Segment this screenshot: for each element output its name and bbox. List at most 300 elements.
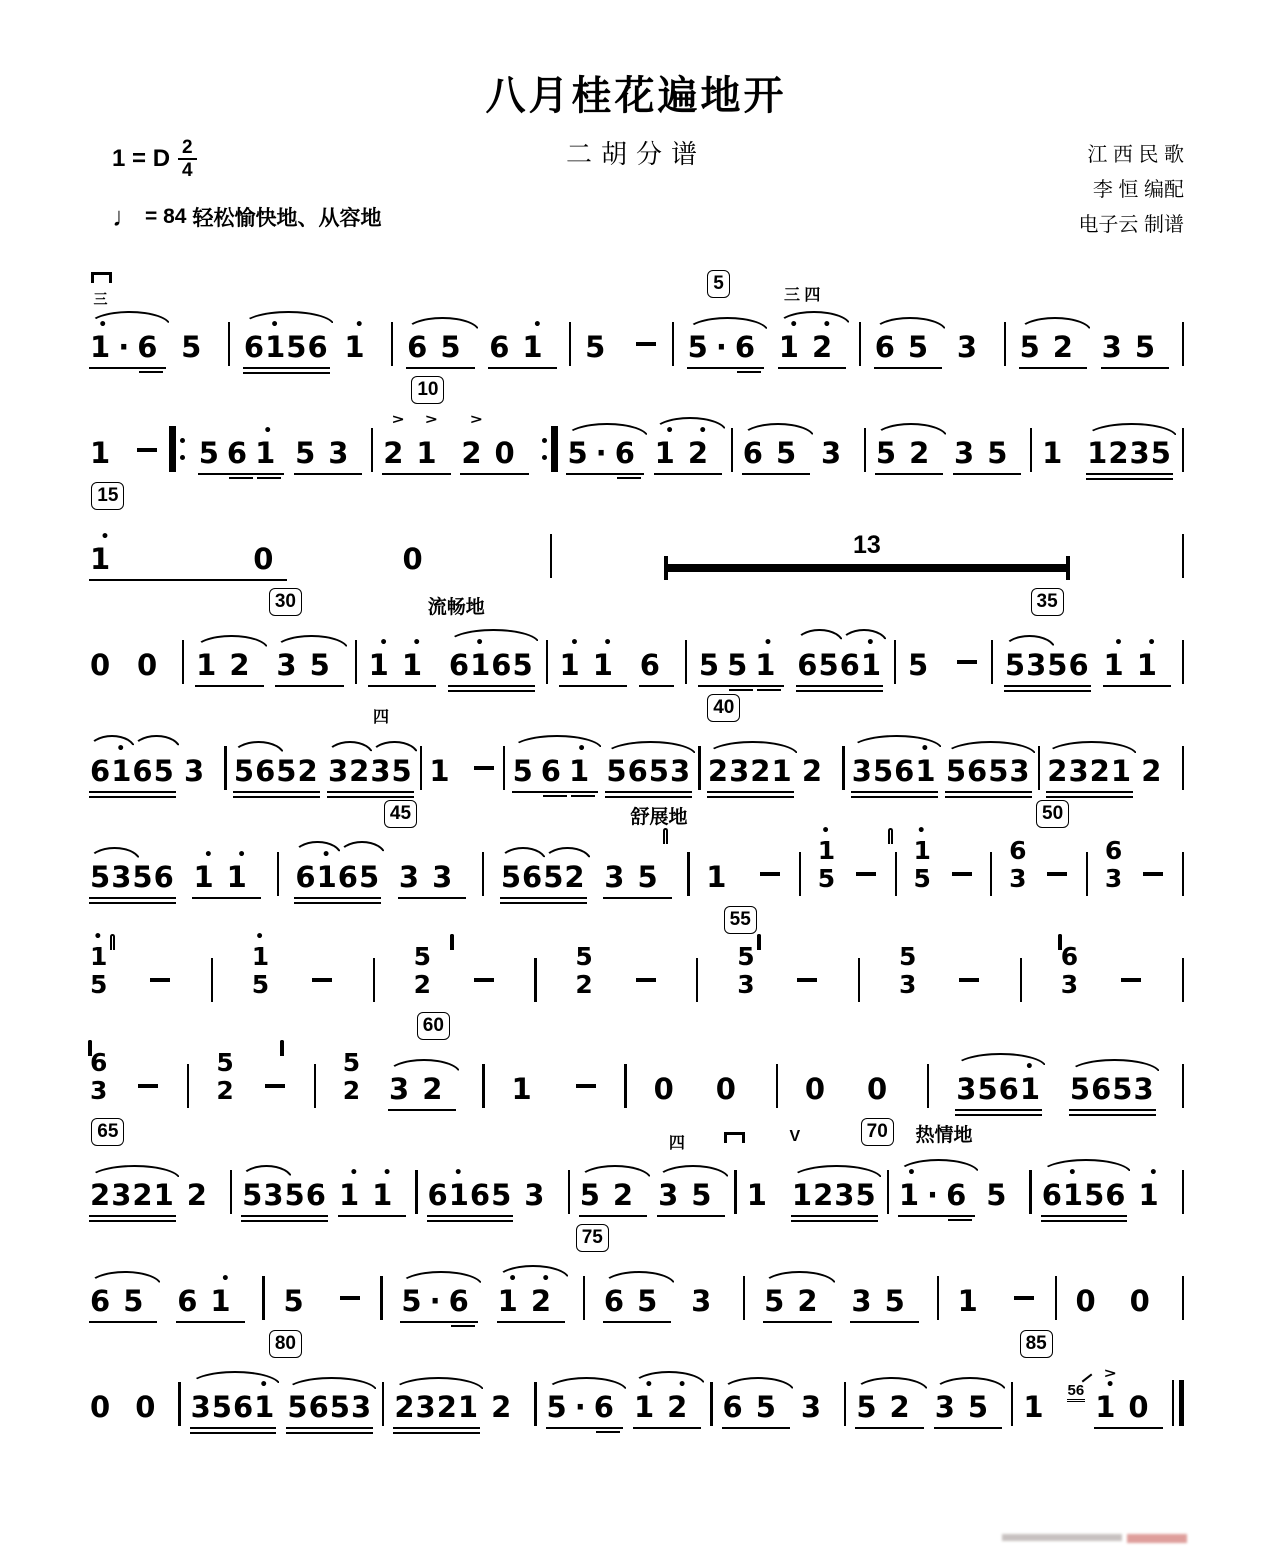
barline bbox=[687, 852, 689, 896]
note-digit: 2 • bbox=[530, 1270, 564, 1318]
note-digit: 3 bbox=[691, 1283, 725, 1318]
score-mark bbox=[784, 282, 820, 305]
slur-arc bbox=[88, 1271, 162, 1286]
note-group bbox=[874, 437, 944, 482]
note-digit: 6 bbox=[255, 753, 277, 788]
octave-dot: • bbox=[789, 316, 799, 333]
octave-dot: • bbox=[321, 846, 331, 863]
note-digit: 6 bbox=[722, 1389, 756, 1424]
beam-underline bbox=[286, 1432, 373, 1434]
note-digit: 5 bbox=[875, 435, 910, 470]
barline-thick bbox=[1179, 1380, 1184, 1426]
barline-thin bbox=[1172, 1380, 1174, 1426]
score-mark bbox=[91, 1118, 124, 1146]
note-digit: 5 bbox=[1150, 435, 1172, 470]
note-digit: 6 bbox=[797, 647, 819, 682]
barline bbox=[1182, 958, 1184, 1002]
octave-dot: • bbox=[98, 316, 108, 333]
double-stop-chord bbox=[911, 823, 932, 906]
slur-arc bbox=[285, 1377, 378, 1392]
barline bbox=[371, 428, 373, 472]
note-digit: 6 bbox=[337, 859, 359, 894]
beam-underline bbox=[698, 685, 785, 687]
page-title: 八月桂花遍地开 bbox=[485, 74, 787, 118]
note-digit: 5 bbox=[818, 647, 840, 682]
note-group bbox=[1021, 1391, 1058, 1436]
tie-arc bbox=[663, 828, 667, 844]
note-digit: 1 • bbox=[470, 634, 492, 682]
note-digit: · bbox=[574, 1389, 594, 1424]
repeat-dots bbox=[542, 426, 547, 472]
octave-dot: • bbox=[603, 634, 613, 651]
barline bbox=[859, 322, 861, 366]
barline bbox=[624, 1064, 626, 1108]
barline bbox=[1030, 428, 1032, 472]
note-digit: 3 bbox=[1101, 329, 1135, 364]
multi-measure-rest bbox=[664, 531, 1070, 588]
note-digit: 2 bbox=[297, 753, 319, 788]
accent-mark: > bbox=[1103, 1364, 1117, 1381]
chord-top-note: 1 • bbox=[90, 929, 108, 971]
note-digit: 2 bbox=[750, 753, 772, 788]
beam-underline bbox=[243, 372, 330, 374]
note-group bbox=[496, 1270, 566, 1330]
beam-underline bbox=[195, 685, 263, 687]
barline bbox=[1182, 640, 1184, 684]
note-digit: · bbox=[595, 435, 615, 470]
beam-underline bbox=[400, 1321, 477, 1323]
slur-arc bbox=[706, 741, 799, 756]
score-mark bbox=[91, 482, 124, 510]
note-digit: 5 bbox=[988, 753, 1010, 788]
note-digit: 5 bbox=[276, 753, 298, 788]
note-group bbox=[427, 755, 464, 800]
score-mark bbox=[888, 828, 892, 844]
note-group bbox=[426, 1164, 515, 1224]
beam-underline bbox=[233, 796, 320, 798]
barline bbox=[776, 1064, 778, 1108]
octave-dot: • bbox=[821, 823, 831, 839]
note-digit: 5 bbox=[1019, 329, 1053, 364]
note-digit: 6 bbox=[998, 1071, 1020, 1106]
note-digit: 1 • bbox=[316, 846, 338, 894]
note-digit: 6 bbox=[153, 859, 175, 894]
barline bbox=[482, 1064, 484, 1108]
note-group bbox=[1043, 861, 1071, 906]
beam-underline bbox=[497, 1321, 565, 1323]
note-digit: 2 bbox=[1089, 753, 1111, 788]
repeat-dot bbox=[542, 438, 547, 443]
note-group bbox=[954, 1058, 1043, 1118]
note-digit: 1 • bbox=[193, 846, 227, 894]
note-digit: 5 bbox=[329, 1389, 351, 1424]
note-digit: 6 bbox=[448, 1283, 477, 1318]
beam-underline bbox=[406, 367, 474, 369]
note-group bbox=[1074, 1285, 1111, 1330]
note-group bbox=[487, 316, 557, 376]
beam-underline bbox=[934, 1427, 1002, 1429]
barline bbox=[534, 958, 536, 1002]
dash-continuation bbox=[150, 978, 170, 982]
note-group bbox=[955, 331, 992, 376]
note-group bbox=[762, 1285, 832, 1330]
slur-arc bbox=[1068, 1059, 1161, 1074]
note-digit: 1 • bbox=[90, 528, 124, 576]
beam-underline bbox=[448, 685, 535, 687]
note-digit: 1 bbox=[1110, 753, 1133, 788]
note-group bbox=[522, 1179, 559, 1224]
note-digit: 6 bbox=[489, 329, 523, 364]
note-digit: 1 • bbox=[755, 634, 784, 682]
note-group bbox=[194, 649, 264, 694]
beam-underline bbox=[460, 473, 528, 475]
note-digit: 5 bbox=[967, 1389, 1002, 1424]
note-group bbox=[800, 755, 837, 800]
beam-underline bbox=[796, 690, 883, 692]
slur-arc bbox=[387, 1059, 461, 1074]
note-digit: 3 bbox=[327, 753, 350, 788]
note-group-held bbox=[88, 528, 288, 588]
accent-mark: > bbox=[391, 410, 405, 427]
note-digit: 5 bbox=[283, 1283, 317, 1318]
dash-continuation bbox=[1047, 872, 1067, 876]
barline bbox=[569, 322, 571, 366]
note-group bbox=[293, 846, 382, 906]
note-digit: 5 bbox=[727, 647, 756, 682]
score-mark bbox=[411, 376, 444, 404]
slur-arc bbox=[447, 629, 540, 644]
note-digit: 6 bbox=[132, 753, 154, 788]
slur-arc bbox=[496, 1265, 570, 1280]
note-digit: 5 bbox=[512, 647, 534, 682]
system-1 bbox=[88, 270, 1184, 376]
system-11 bbox=[88, 1330, 1184, 1436]
expression-annotation: 流畅地 bbox=[427, 597, 485, 618]
dash-continuation bbox=[265, 1084, 285, 1088]
octave-dot: • bbox=[255, 929, 265, 945]
note-digit: 0 bbox=[1128, 1389, 1162, 1424]
note-digit: 5 bbox=[284, 1177, 306, 1212]
note-digit: 3 bbox=[851, 753, 873, 788]
note-digit: 3 bbox=[820, 435, 855, 470]
slur-arc bbox=[632, 1371, 706, 1386]
slur-arc bbox=[1040, 1159, 1133, 1174]
barline bbox=[743, 1276, 745, 1320]
octave-dot: • bbox=[677, 1376, 687, 1393]
system-9 bbox=[88, 1118, 1184, 1224]
key-signature bbox=[112, 138, 381, 180]
chord-top-note: 5 bbox=[413, 942, 431, 971]
note-group bbox=[572, 1073, 600, 1118]
slur-arc bbox=[232, 741, 285, 756]
beam-underline bbox=[1041, 1215, 1128, 1217]
slur-arc bbox=[511, 735, 604, 750]
beam-underline bbox=[1004, 690, 1091, 692]
beam-underline bbox=[198, 473, 285, 475]
note-group bbox=[232, 755, 321, 800]
note-digit: 5 bbox=[132, 859, 154, 894]
note-digit: 6 bbox=[137, 329, 166, 364]
beam-underline bbox=[1046, 796, 1133, 798]
beam-underline bbox=[427, 1220, 514, 1222]
note-digit: 5 bbox=[1069, 1071, 1092, 1106]
note-group bbox=[704, 861, 741, 906]
note-digit: 3 bbox=[1068, 753, 1090, 788]
rest-beam bbox=[664, 564, 1070, 572]
measure-number: 10 bbox=[411, 376, 444, 404]
score-mark bbox=[93, 289, 107, 309]
note-group bbox=[1085, 437, 1174, 482]
octave-dot: • bbox=[412, 634, 422, 651]
chord-bottom-note: 3 bbox=[898, 969, 917, 999]
slur-arc bbox=[741, 423, 815, 438]
barline-thin bbox=[174, 426, 176, 472]
note-digit: 5 bbox=[211, 1389, 233, 1424]
slur-arc bbox=[850, 735, 943, 750]
note-digit: 3 bbox=[398, 859, 433, 894]
note-digit: 5 bbox=[546, 1389, 575, 1424]
beam-underline bbox=[368, 685, 436, 687]
note-group bbox=[1100, 331, 1170, 376]
score-header bbox=[0, 0, 1272, 264]
beam-underline bbox=[89, 796, 176, 798]
note-digit: 5 bbox=[286, 329, 308, 364]
note-digit: 3 bbox=[1133, 1071, 1155, 1106]
note-digit: 0 bbox=[253, 541, 287, 576]
note-digit: 5 bbox=[687, 329, 716, 364]
beam-underline bbox=[241, 1220, 328, 1222]
note-digit: · bbox=[429, 1283, 449, 1318]
beam-underline bbox=[633, 1427, 701, 1429]
beam-underline bbox=[89, 902, 176, 904]
slur-arc bbox=[854, 1377, 928, 1392]
slur-arc bbox=[189, 1371, 282, 1386]
note-digit: 6 bbox=[305, 1177, 327, 1212]
note-digit: 3 bbox=[934, 1389, 968, 1424]
barline bbox=[842, 746, 844, 790]
beam-underline bbox=[1069, 1114, 1156, 1116]
note-group bbox=[852, 861, 880, 906]
note-digit: 6 bbox=[734, 329, 764, 364]
note-digit: 2 bbox=[394, 1389, 416, 1424]
note-digit: 1 • bbox=[210, 1270, 244, 1318]
note-digit: 0 bbox=[137, 647, 171, 682]
octave-dot: • bbox=[379, 634, 389, 651]
note-digit: 2 bbox=[349, 753, 371, 788]
note-group bbox=[1128, 1285, 1165, 1330]
slur-arc bbox=[874, 423, 948, 438]
dash-continuation bbox=[952, 872, 972, 876]
barline bbox=[858, 958, 860, 1002]
note-group bbox=[944, 755, 1033, 800]
key-label: 1 = D bbox=[112, 145, 171, 172]
octave-dot: • bbox=[203, 846, 213, 863]
beam-underline bbox=[89, 367, 166, 369]
chord-top-note: 6 bbox=[90, 1048, 108, 1077]
beam-underline bbox=[605, 791, 692, 793]
note-group bbox=[175, 1270, 245, 1330]
tie-arc bbox=[450, 934, 455, 950]
slur-arc bbox=[944, 741, 1037, 756]
slur-arc bbox=[88, 1165, 181, 1180]
note-group bbox=[955, 967, 983, 1012]
note-digit: 1 bbox=[1042, 435, 1076, 470]
expression-annotation: 三 bbox=[93, 291, 108, 307]
beam-underline bbox=[875, 473, 943, 475]
slur-arc bbox=[545, 1377, 628, 1392]
note-digit: 6 bbox=[894, 753, 916, 788]
octave-dot: • bbox=[453, 1164, 463, 1181]
dash-continuation bbox=[957, 660, 977, 664]
repeat-dot bbox=[542, 455, 547, 460]
note-digit: 0 bbox=[867, 1071, 901, 1106]
note-digit: 0 bbox=[1129, 1283, 1163, 1318]
note-group bbox=[953, 649, 981, 694]
dash-continuation bbox=[474, 978, 494, 982]
dash-continuation bbox=[636, 342, 656, 346]
barline bbox=[182, 640, 184, 684]
beam-underline bbox=[1094, 1427, 1162, 1429]
beam-underline bbox=[603, 897, 671, 899]
note-group bbox=[854, 1391, 924, 1436]
note-digit: 1 • bbox=[633, 1376, 668, 1424]
chord-bottom-note: 5 bbox=[90, 969, 108, 999]
note-group bbox=[133, 1391, 170, 1436]
beam-underline bbox=[398, 897, 466, 899]
note-group bbox=[795, 634, 884, 694]
score-mark bbox=[915, 1120, 972, 1147]
note-digit: 1 • bbox=[368, 634, 402, 682]
beam-underline bbox=[603, 1321, 671, 1323]
octave-dot: • bbox=[763, 634, 773, 651]
barline bbox=[178, 1382, 180, 1426]
beam-underline bbox=[874, 367, 942, 369]
octave-dot: • bbox=[116, 740, 126, 757]
slur-arc bbox=[240, 1165, 293, 1180]
barline bbox=[685, 640, 687, 684]
expression-annotation: 热情地 bbox=[915, 1125, 973, 1146]
barline bbox=[672, 322, 674, 366]
beam-underline bbox=[89, 1215, 176, 1217]
note-group bbox=[1010, 1285, 1038, 1330]
note-digit: 2 bbox=[132, 1177, 154, 1212]
note-group bbox=[1018, 331, 1088, 376]
beam-underline bbox=[388, 1109, 456, 1111]
note-digit: 1 bbox=[771, 753, 793, 788]
note-group bbox=[756, 861, 784, 906]
barline bbox=[1182, 1276, 1184, 1320]
chord-bottom-note: 5 bbox=[817, 863, 836, 893]
note-digit: 6 bbox=[593, 1389, 622, 1424]
measure-number: 40 bbox=[707, 694, 740, 722]
note-group bbox=[652, 1073, 689, 1118]
slur-arc bbox=[399, 1271, 482, 1286]
barline bbox=[894, 640, 896, 684]
score-mark bbox=[789, 1128, 800, 1146]
note-digit: 2 bbox=[707, 753, 730, 788]
note-group bbox=[706, 755, 795, 800]
barline bbox=[224, 746, 226, 790]
note-group bbox=[88, 1391, 125, 1436]
beam-underline bbox=[89, 897, 176, 899]
note-group bbox=[179, 331, 216, 376]
barline bbox=[1182, 428, 1184, 472]
note-group bbox=[242, 316, 331, 376]
note-digit: 6 bbox=[1041, 1177, 1063, 1212]
note-group bbox=[88, 437, 125, 482]
dash-continuation bbox=[312, 978, 332, 982]
credit-engraver: 电子云 制谱 bbox=[1078, 214, 1184, 236]
beam-underline bbox=[898, 1215, 975, 1217]
note-digit: · bbox=[118, 329, 138, 364]
note-digit: 2 bbox=[813, 1177, 835, 1212]
measure-number: 30 bbox=[269, 588, 302, 616]
note-digit: 5 bbox=[764, 1283, 798, 1318]
beam-underline bbox=[796, 685, 883, 687]
note-group bbox=[799, 1391, 836, 1436]
slur-arc bbox=[274, 635, 348, 650]
barline bbox=[991, 640, 993, 684]
measure-number: 35 bbox=[1031, 588, 1064, 616]
measure-number: 15 bbox=[91, 482, 124, 510]
note-digit: 2 bbox=[422, 1071, 456, 1106]
beam-underline bbox=[89, 1321, 157, 1323]
barline bbox=[1055, 1276, 1057, 1320]
grace-notes: 56 bbox=[1067, 1382, 1086, 1402]
note-digit: 2 bbox=[564, 859, 586, 894]
beam-underline bbox=[1086, 478, 1173, 480]
octave-dot: • bbox=[237, 846, 247, 863]
watermark-smudge bbox=[1002, 1534, 1122, 1541]
slur-arc bbox=[602, 1271, 676, 1286]
beam-underline bbox=[850, 1321, 918, 1323]
chord-bottom-note: 2 bbox=[413, 969, 431, 999]
slur-arc bbox=[721, 1377, 795, 1392]
note-group bbox=[956, 1285, 993, 1330]
chord-top-note: 5 bbox=[342, 1048, 361, 1077]
note-digit: 3 bbox=[111, 859, 133, 894]
note-group bbox=[793, 967, 821, 1012]
note-digit: 1 • bbox=[254, 1376, 276, 1424]
double-stop-chord bbox=[250, 929, 271, 1012]
barline bbox=[277, 852, 279, 896]
barline bbox=[391, 322, 393, 366]
note-digit: 3 bbox=[800, 1389, 835, 1424]
slur-arc bbox=[326, 741, 374, 756]
note-digit: 5 bbox=[358, 859, 381, 894]
chord-top-note: 1 • bbox=[251, 929, 270, 971]
barline bbox=[228, 322, 230, 366]
measure-number: 55 bbox=[724, 906, 757, 934]
note-digit: 5 bbox=[153, 753, 175, 788]
note-group bbox=[135, 649, 172, 694]
note-digit: 3 bbox=[328, 435, 362, 470]
note-group bbox=[948, 861, 976, 906]
note-digit: 6 bbox=[177, 1283, 211, 1318]
slur-arc bbox=[762, 1271, 836, 1286]
measure-number: 50 bbox=[1036, 800, 1069, 828]
note-digit: 5 bbox=[755, 1389, 789, 1424]
note-digit: 5 bbox=[698, 647, 728, 682]
score-mark bbox=[91, 270, 112, 288]
note-group bbox=[819, 437, 856, 482]
beam-underline bbox=[512, 791, 599, 793]
barline bbox=[1182, 852, 1184, 896]
octave-dot: • bbox=[665, 422, 675, 439]
beam-underline bbox=[945, 791, 1032, 793]
beam-underline bbox=[546, 1427, 623, 1429]
note-digit: 5 bbox=[691, 1177, 725, 1212]
